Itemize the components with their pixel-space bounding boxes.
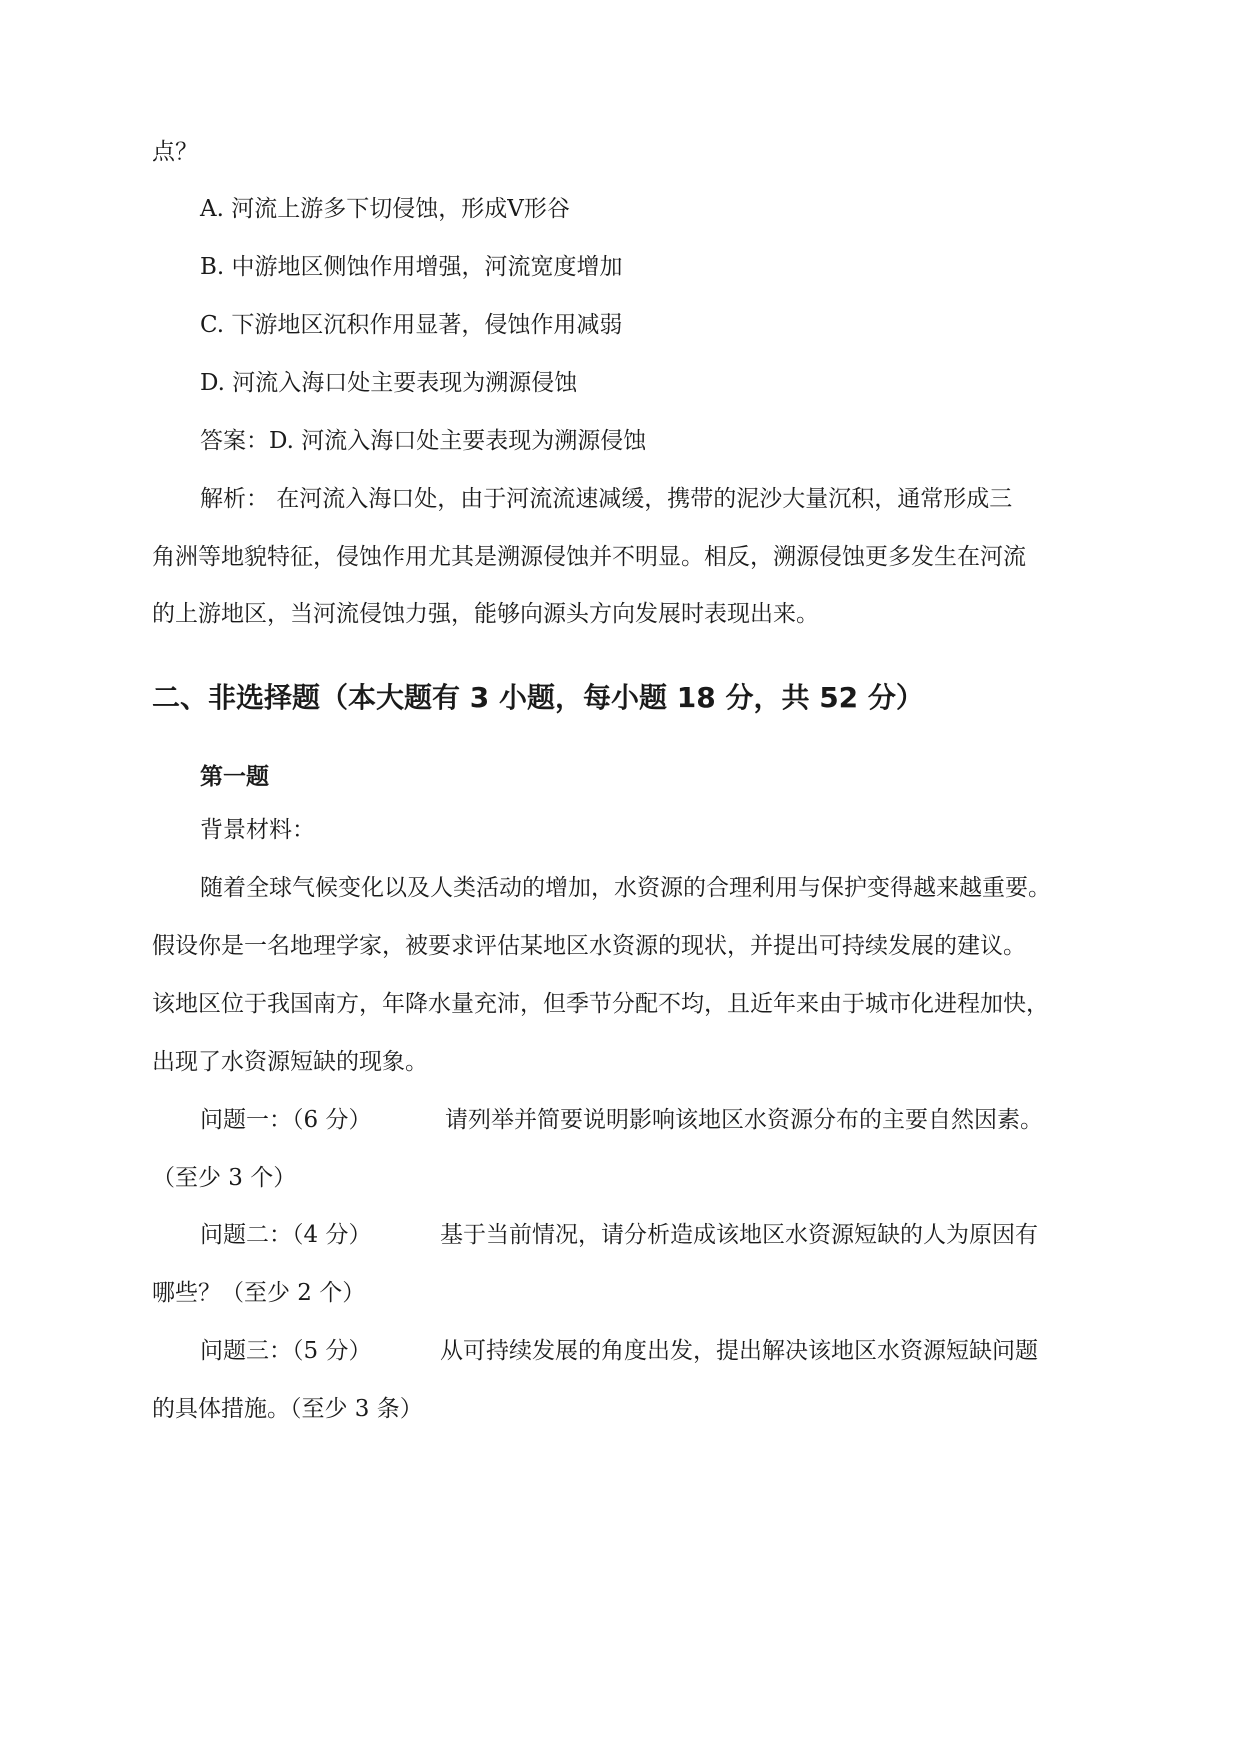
sub-question-2 <box>200 1220 1140 1250</box>
option-b: B. 中游地区侧蚀作用增强，河流宽度增加 <box>200 254 623 280</box>
sub-question-2-text: 基于当前情况，请分析造成该地区水资源短缺的人为原因有 <box>440 1222 1038 1248</box>
material-label: 背景材料： <box>200 817 315 843</box>
sub-question-3-label: 问题三：（5 分） <box>200 1338 372 1364</box>
material-line-3: 该地区位于我国南方，年降水量充沛，但季节分配不均，且近年来由于城市化进程加快， <box>152 991 1049 1017</box>
sub-question-3 <box>200 1336 1140 1366</box>
question-stem-tail: 点？ <box>152 139 198 165</box>
sub-question-2-label: 问题二：（4 分） <box>200 1222 372 1248</box>
analysis-line-2: 角洲等地貌特征，侵蚀作用尤其是溯源侵蚀并不明显。相反，溯源侵蚀更多发生在河流 <box>152 544 1026 570</box>
sub-question-3-text: 从可持续发展的角度出发，提出解决该地区水资源短缺问题 <box>440 1338 1038 1364</box>
material-line-1: 随着全球气候变化以及人类活动的增加，水资源的合理利用与保护变得越来越重要。 <box>200 875 1051 901</box>
sub-question-2-continued: 哪些？（至少 2 个） <box>152 1280 366 1306</box>
option-a: A. 河流上游多下切侵蚀，形成V形谷 <box>200 196 570 222</box>
sub-question-1-text: 请列举并简要说明影响该地区水资源分布的主要自然因素。 <box>445 1107 1043 1133</box>
answer-line: 答案：D. 河流入海口处主要表现为溯源侵蚀 <box>200 428 647 454</box>
analysis-line-1: 解析： 在河流入海口处，由于河流流速减缓，携带的泥沙大量沉积，通常形成三 <box>200 486 1013 512</box>
sub-question-1-continued: （至少 3 个） <box>152 1165 297 1191</box>
sub-question-3-continued: 的具体措施。（至少 3 条） <box>152 1396 423 1422</box>
material-line-2: 假设你是一名地理学家，被要求评估某地区水资源的现状，并提出可持续发展的建议。 <box>152 933 1026 959</box>
option-d: D. 河流入海口处主要表现为溯源侵蚀 <box>200 370 578 396</box>
material-line-4: 出现了水资源短缺的现象。 <box>152 1049 428 1075</box>
section-heading: 二、非选择题（本大题有 3 小题，每小题 18 分，共 52 分） <box>152 681 924 714</box>
sub-question-1-label: 问题一：（6 分） <box>200 1107 372 1133</box>
question-title: 第一题 <box>200 764 269 790</box>
sub-question-1 <box>200 1105 1140 1135</box>
analysis-line-3: 的上游地区，当河流侵蚀力强，能够向源头方向发展时表现出来。 <box>152 601 819 627</box>
option-c: C. 下游地区沉积作用显著，侵蚀作用减弱 <box>200 312 623 338</box>
